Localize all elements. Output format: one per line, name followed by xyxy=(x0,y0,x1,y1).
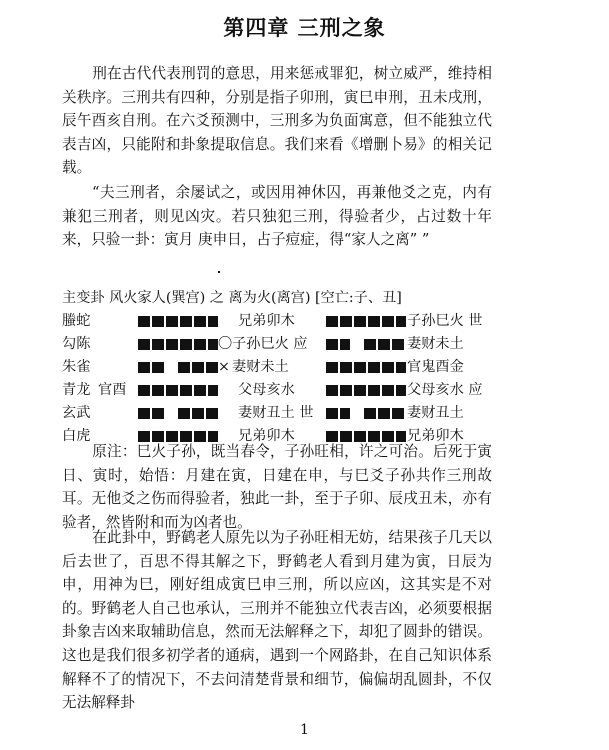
yang-line xyxy=(138,385,218,396)
analysis-paragraph xyxy=(62,526,492,715)
six-spirit-label: 玄武 xyxy=(62,405,91,421)
hexagram-rows xyxy=(62,310,502,448)
main-line-text: 妻财丑土 世 xyxy=(238,405,314,421)
chapter-title: 第四章 三刑之象 xyxy=(223,16,386,40)
changed-line-text: 兄弟卯木 xyxy=(407,428,464,444)
six-spirit-label: 朱雀 xyxy=(62,359,91,375)
hidden-god-label: 官酉 xyxy=(98,382,127,398)
yin-line xyxy=(138,362,218,373)
hexagram-row xyxy=(62,402,502,425)
hexagram-table xyxy=(62,287,502,448)
moving-yang-mark: 〇 xyxy=(218,336,233,352)
quote-text: “夫三刑者，余屡试之，或因用神休囚，再兼他爻之克，内有兼犯三刑者，则见凶灾。若只独犯三刑，得验者少，占过数十年来，只验一卦：寅月 庚申日，占子痘症，得“家人之离” ” xyxy=(62,184,492,249)
main-line-text: 父母亥水 xyxy=(238,382,295,398)
note-paragraph xyxy=(62,440,492,534)
yin-line xyxy=(326,339,406,350)
main-line-text: 兄弟卯木 xyxy=(238,313,295,329)
yang-line xyxy=(326,362,406,373)
six-spirit-label: 螣蛇 xyxy=(62,313,91,329)
main-line-text: 子孙巳火 应 xyxy=(232,336,308,352)
hexagram-header: 主变卦 风火家人(巽宫) 之 离为火(离宫) [空亡:子、丑] xyxy=(62,290,402,306)
quote-paragraph xyxy=(62,181,492,252)
intro-text: 刑在古代代表刑罚的意思，用来惩戒罪犯，树立威严，维持相关秩序。三刑共有四种，分别是指子卯刑，寅巳申刑，丑未戌刑，辰午酉亥自刑。在六爻预测中，三刑多为负面寓意，但不能独立代表吉凶，只能附和卦象提取信息。我们来看《增删卜易》的相关记载。 xyxy=(62,65,492,177)
changed-line-text: 父母亥水 应 xyxy=(407,382,483,398)
six-spirit-label: 勾陈 xyxy=(62,336,91,352)
note-text: 原注：巳火子孙，既当春令，子孙旺相，许之可治。后死于寅日、寅时，始悟：月建在寅，日建在申，与巳爻子孙共作三刑故耳。无他爻之伤而得验者，独此一卦，至于子卯、辰戌丑未，亦有验者，然皆附和而为凶者也。 xyxy=(62,443,492,531)
yang-line xyxy=(138,316,218,327)
hexagram-row xyxy=(62,356,502,379)
yang-line xyxy=(326,316,406,327)
analysis-text: 在此卦中，野鹤老人原先以为子孙旺相无妨，结果孩子几天以后去世了，百思不得其解之下，野鹤老人看到月建为寅，日辰为申，用神为巳，刚好组成寅巳申三刑，所以应凶，这其实是不对的。野鹤老人自己也承认，三刑并不能独立代表吉凶，必须要根据卦象吉凶来取辅助信息，然而无法解释之下，却犯了圆卦的错误。这也是我们很多初学者的通病，遇到一个网路卦，在自己知识体系解释不了的情况下，不去问清楚背景和细节，偏偏胡乱圆卦，不仅无法解释卦 xyxy=(62,529,492,712)
yin-line xyxy=(326,408,406,419)
moving-yin-mark: × xyxy=(218,359,230,375)
hexagram-row xyxy=(62,310,502,333)
hexagram-row xyxy=(62,333,502,356)
main-line-text: 妻财未土 xyxy=(232,359,289,375)
changed-line-text: 妻财未土 xyxy=(407,336,464,352)
changed-line-text: 官鬼酉金 xyxy=(407,359,464,375)
changed-line-text: 妻财丑土 xyxy=(407,405,464,421)
main-line-text: 兄弟卯木 xyxy=(238,428,295,444)
six-spirit-label: 青龙 xyxy=(62,382,91,398)
yin-line xyxy=(138,408,218,419)
six-spirit-label: 白虎 xyxy=(62,428,91,444)
changed-line-text: 子孙巳火 世 xyxy=(407,313,483,329)
yang-line xyxy=(326,385,406,396)
stray-dot xyxy=(218,271,220,273)
page-number: 1 xyxy=(300,722,309,738)
intro-paragraph xyxy=(62,62,492,180)
hexagram-row xyxy=(62,379,502,402)
yang-line xyxy=(138,339,218,350)
